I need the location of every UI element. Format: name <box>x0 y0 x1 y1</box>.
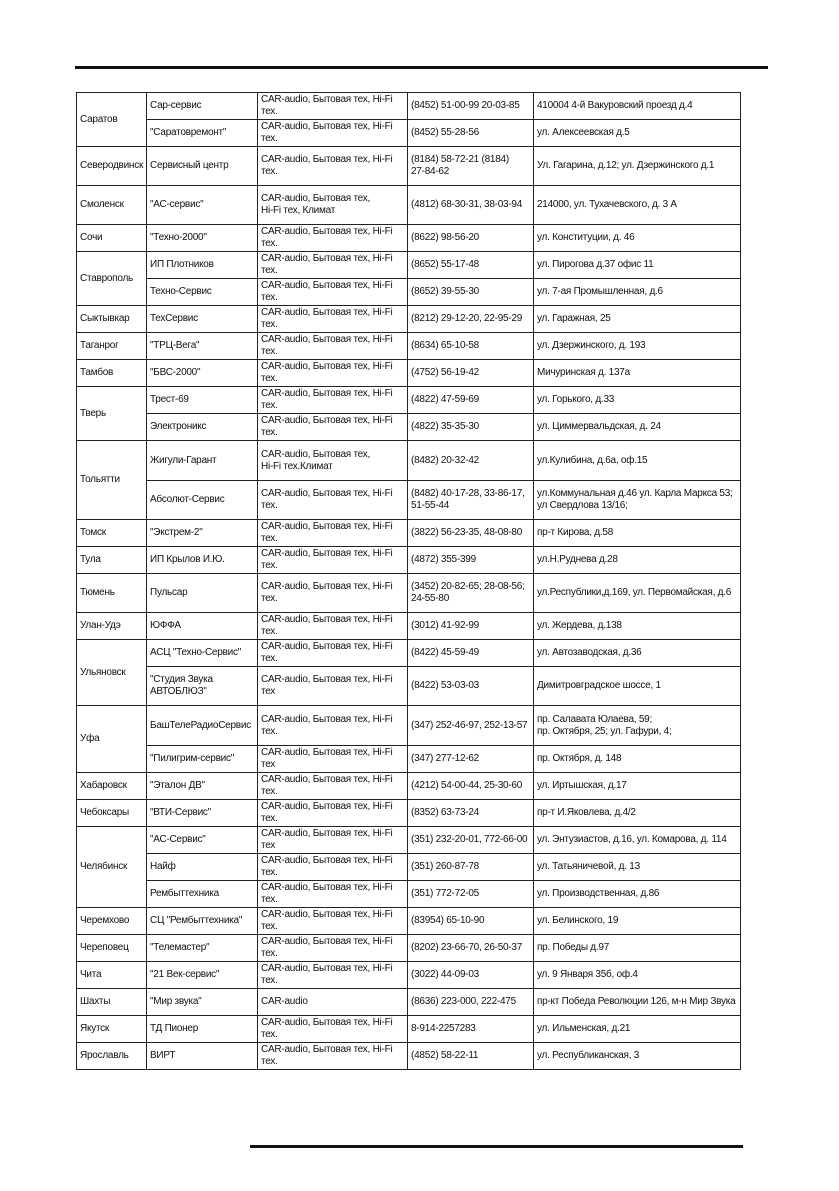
service-centers-body <box>77 93 741 1070</box>
service-name-cell: Пульсар <box>147 574 258 613</box>
table-row <box>77 574 741 613</box>
category-cell: CAR-audio, Бытовая тех, Hi-Fi тех. <box>258 225 408 252</box>
phone-cell: (4822) 35-35-30 <box>408 414 534 441</box>
phone-cell: (351) 772-72-05 <box>408 881 534 908</box>
city-cell: Смоленск <box>77 186 147 225</box>
table-row <box>77 881 741 908</box>
phone-cell: (8652) 55-17-48 <box>408 252 534 279</box>
service-name-cell: ИП Плотников <box>147 252 258 279</box>
phone-cell: (4822) 47-59-69 <box>408 387 534 414</box>
service-name-cell: "Эталон ДВ" <box>147 773 258 800</box>
service-name-cell: "ТРЦ-Вега" <box>147 333 258 360</box>
service-name-cell: "Техно-2000" <box>147 225 258 252</box>
category-cell: CAR-audio, Бытовая тех, Hi-Fi тех <box>258 746 408 773</box>
category-cell: CAR-audio, Бытовая тех, Hi-Fi тех. <box>258 800 408 827</box>
service-name-cell: "Студия Звука АВТОБЛЮЗ" <box>147 667 258 706</box>
phone-cell: (8452) 55-28-56 <box>408 120 534 147</box>
address-cell: ул. Алексеевская д.5 <box>534 120 741 147</box>
city-cell: Тула <box>77 547 147 574</box>
phone-cell: (3822) 56-23-35, 48-08-80 <box>408 520 534 547</box>
phone-cell: (8212) 29-12-20, 22-95-29 <box>408 306 534 333</box>
service-name-cell: ИП Крылов И.Ю. <box>147 547 258 574</box>
city-cell: Черемхово <box>77 908 147 935</box>
table-row <box>77 854 741 881</box>
category-cell: CAR-audio, Бытовая тех, Hi-Fi тех. <box>258 93 408 120</box>
city-cell: Тамбов <box>77 360 147 387</box>
category-cell: CAR-audio, Бытовая тех, Hi-Fi тех. <box>258 613 408 640</box>
category-cell: CAR-audio, Бытовая тех, Hi-Fi тех. <box>258 414 408 441</box>
address-cell: Мичуринская д. 137а <box>534 360 741 387</box>
table-row <box>77 640 741 667</box>
table-row <box>77 120 741 147</box>
phone-cell: (8184) 58-72-21 (8184) 27-84-62 <box>408 147 534 186</box>
address-cell: ул.Республики,д.169, ул. Первомайская, д.6 <box>534 574 741 613</box>
address-cell: ул. 7-ая Промышленная, д.6 <box>534 279 741 306</box>
category-cell: CAR-audio, Бытовая тех, Hi-Fi тех. <box>258 935 408 962</box>
service-name-cell: Сар-сервис <box>147 93 258 120</box>
service-name-cell: Жигули-Гарант <box>147 441 258 481</box>
city-cell: Хабаровск <box>77 773 147 800</box>
category-cell: CAR-audio, Бытовая тех, Hi-Fi тех. <box>258 706 408 746</box>
table-row <box>77 387 741 414</box>
table-row <box>77 773 741 800</box>
address-cell: ул. Белинского, 19 <box>534 908 741 935</box>
table-row <box>77 908 741 935</box>
address-cell: 410004 4-й Вакуровский проезд д.4 <box>534 93 741 120</box>
city-cell: Саратов <box>77 93 147 147</box>
phone-cell: (83954) 65-10-90 <box>408 908 534 935</box>
address-cell: ул. Пирогова д.37 офис 11 <box>534 252 741 279</box>
phone-cell: (3022) 44-09-03 <box>408 962 534 989</box>
category-cell: CAR-audio, Бытовая тех, Hi-Fi тех. <box>258 120 408 147</box>
table-row <box>77 414 741 441</box>
city-cell: Северодвинск <box>77 147 147 186</box>
header-rule <box>75 66 768 69</box>
category-cell: CAR-audio, Бытовая тех, Hi-Fi тех. <box>258 360 408 387</box>
phone-cell: (347) 277-12-62 <box>408 746 534 773</box>
city-cell: Ульяновск <box>77 640 147 706</box>
service-name-cell: "Экстрем-2" <box>147 520 258 547</box>
table-row <box>77 520 741 547</box>
service-name-cell: ТД Пионер <box>147 1016 258 1043</box>
table-row <box>77 827 741 854</box>
category-cell: CAR-audio, Бытовая тех, Hi-Fi тех. <box>258 520 408 547</box>
table-row <box>77 147 741 186</box>
city-cell: Ставрополь <box>77 252 147 306</box>
table-row <box>77 800 741 827</box>
city-cell: Таганрог <box>77 333 147 360</box>
category-cell: CAR-audio, Бытовая тех, Hi-Fi тех.Климат <box>258 441 408 481</box>
category-cell: CAR-audio, Бытовая тех, Hi-Fi тех. <box>258 252 408 279</box>
category-cell: CAR-audio, Бытовая тех, Hi-Fi тех. <box>258 1016 408 1043</box>
table-row <box>77 667 741 706</box>
category-cell: CAR-audio, Бытовая тех, Hi-Fi тех. <box>258 854 408 881</box>
address-cell: ул. Жердева, д.138 <box>534 613 741 640</box>
address-cell: пр. Салавата Юлаева, 59; пр. Октября, 25; ул. Гафури, 4; <box>534 706 741 746</box>
address-cell: ул. Автозаводская, д.36 <box>534 640 741 667</box>
address-cell: ул. Дзержинского, д. 193 <box>534 333 741 360</box>
city-cell: Шахты <box>77 989 147 1016</box>
table-row <box>77 481 741 520</box>
phone-cell: (347) 252-46-97, 252-13-57 <box>408 706 534 746</box>
phone-cell: (351) 232-20-01, 772-66-00 <box>408 827 534 854</box>
address-cell: пр-т И.Яковлева, д.4/2 <box>534 800 741 827</box>
table-row <box>77 333 741 360</box>
category-cell: CAR-audio, Бытовая тех, Hi-Fi тех. <box>258 773 408 800</box>
category-cell: CAR-audio, Бытовая тех, Hi-Fi тех. <box>258 306 408 333</box>
city-cell: Чебоксары <box>77 800 147 827</box>
address-cell: пр. Победы д.97 <box>534 935 741 962</box>
phone-cell: (8634) 65-10-58 <box>408 333 534 360</box>
table-row <box>77 225 741 252</box>
phone-cell: (4212) 54-00-44, 25-30-60 <box>408 773 534 800</box>
service-name-cell: "АС-Сервис" <box>147 827 258 854</box>
address-cell: Димитровградское шоссе, 1 <box>534 667 741 706</box>
city-cell: Тверь <box>77 387 147 441</box>
address-cell: ул. Циммервальдская, д. 24 <box>534 414 741 441</box>
address-cell: пр-т Кирова, д.58 <box>534 520 741 547</box>
category-cell: CAR-audio, Бытовая тех, Hi-Fi тех. <box>258 333 408 360</box>
address-cell: ул. Ильменская, д.21 <box>534 1016 741 1043</box>
service-name-cell: Сервисный центр <box>147 147 258 186</box>
city-cell: Тюмень <box>77 574 147 613</box>
table-row <box>77 935 741 962</box>
address-cell: ул. 9 Января 35б, оф.4 <box>534 962 741 989</box>
phone-cell: (8652) 39-55-30 <box>408 279 534 306</box>
address-cell: Ул. Гагарина, д.12; ул. Дзержинского д.1 <box>534 147 741 186</box>
phone-cell: (8482) 20-32-42 <box>408 441 534 481</box>
phone-cell: (8422) 45-59-49 <box>408 640 534 667</box>
service-name-cell: "ВТИ-Сервис" <box>147 800 258 827</box>
table-row <box>77 706 741 746</box>
table-row <box>77 962 741 989</box>
city-cell: Чита <box>77 962 147 989</box>
service-name-cell: "Мир звука" <box>147 989 258 1016</box>
address-cell: ул. Гаражная, 25 <box>534 306 741 333</box>
category-cell: CAR-audio, Бытовая тех, Hi-Fi тех. <box>258 481 408 520</box>
service-name-cell: Трест-69 <box>147 387 258 414</box>
footer-rule <box>250 1145 743 1148</box>
phone-cell: 8-914-2257283 <box>408 1016 534 1043</box>
service-name-cell: Найф <box>147 854 258 881</box>
city-cell: Томск <box>77 520 147 547</box>
category-cell: CAR-audio, Бытовая тех, Hi-Fi тех <box>258 827 408 854</box>
address-cell: ул. Конституции, д. 46 <box>534 225 741 252</box>
category-cell: CAR-audio, Бытовая тех, Hi-Fi тех <box>258 667 408 706</box>
category-cell: CAR-audio, Бытовая тех, Hi-Fi тех. <box>258 640 408 667</box>
address-cell: 214000, ул. Тухачевского, д. 3 А <box>534 186 741 225</box>
category-cell: CAR-audio, Бытовая тех, Hi-Fi тех, Климат <box>258 186 408 225</box>
city-cell: Сочи <box>77 225 147 252</box>
city-cell: Якутск <box>77 1016 147 1043</box>
category-cell: CAR-audio, Бытовая тех, Hi-Fi тех. <box>258 574 408 613</box>
service-name-cell: АСЦ "Техно-Сервис" <box>147 640 258 667</box>
phone-cell: (351) 260-87-78 <box>408 854 534 881</box>
category-cell: CAR-audio, Бытовая тех, Hi-Fi тех. <box>258 1043 408 1070</box>
table-row <box>77 279 741 306</box>
category-cell: CAR-audio, Бытовая тех, Hi-Fi тех. <box>258 908 408 935</box>
service-name-cell: "Саратовремонт" <box>147 120 258 147</box>
address-cell: ул. Татьяничевой, д. 13 <box>534 854 741 881</box>
phone-cell: (3012) 41-92-99 <box>408 613 534 640</box>
table-row <box>77 989 741 1016</box>
city-cell: Улан-Удэ <box>77 613 147 640</box>
service-name-cell: Абсолют-Сервис <box>147 481 258 520</box>
table-row <box>77 547 741 574</box>
phone-cell: (4872) 355-399 <box>408 547 534 574</box>
city-cell: Ярославль <box>77 1043 147 1070</box>
phone-cell: (8202) 23-66-70, 26-50-37 <box>408 935 534 962</box>
service-name-cell: "БВС-2000" <box>147 360 258 387</box>
phone-cell: (8352) 63-73-24 <box>408 800 534 827</box>
service-name-cell: "Телемастер" <box>147 935 258 962</box>
city-cell: Сыктывкар <box>77 306 147 333</box>
category-cell: CAR-audio, Бытовая тех, Hi-Fi тех. <box>258 279 408 306</box>
table-row <box>77 1043 741 1070</box>
table-row <box>77 360 741 387</box>
service-name-cell: СЦ "Рембыттехника" <box>147 908 258 935</box>
phone-cell: (8636) 223-000, 222-475 <box>408 989 534 1016</box>
city-cell: Челябинск <box>77 827 147 908</box>
phone-cell: (8482) 40-17-28, 33-86-17, 51-55-44 <box>408 481 534 520</box>
service-name-cell: ЮФФА <box>147 613 258 640</box>
city-cell: Череповец <box>77 935 147 962</box>
table-row <box>77 441 741 481</box>
address-cell: ул.Кулибина, д.6а, оф.15 <box>534 441 741 481</box>
service-name-cell: "21 Век-сервис" <box>147 962 258 989</box>
address-cell: ул.Коммунальная д.46 ул. Карла Маркса 53; ул Свердлова 13/16; <box>534 481 741 520</box>
category-cell: CAR-audio, Бытовая тех, Hi-Fi тех. <box>258 147 408 186</box>
service-name-cell: ВИРТ <box>147 1043 258 1070</box>
address-cell: ул.Н.Руднева д.28 <box>534 547 741 574</box>
address-cell: пр. Октября, д. 148 <box>534 746 741 773</box>
table-row <box>77 746 741 773</box>
address-cell: ул. Энтузиастов, д.16, ул. Комарова, д. 114 <box>534 827 741 854</box>
address-cell: ул. Иртышская, д.17 <box>534 773 741 800</box>
table-row <box>77 186 741 225</box>
category-cell: CAR-audio, Бытовая тех, Hi-Fi тех. <box>258 387 408 414</box>
service-name-cell: Техно-Сервис <box>147 279 258 306</box>
address-cell: ул. Республиканская, 3 <box>534 1043 741 1070</box>
address-cell: ул. Производственная, д.86 <box>534 881 741 908</box>
table-row <box>77 1016 741 1043</box>
service-name-cell: БашТелеРадиоСервис <box>147 706 258 746</box>
service-name-cell: ТехСервис <box>147 306 258 333</box>
phone-cell: (3452) 20-82-65; 28-08-56; 24-55-80 <box>408 574 534 613</box>
service-name-cell: Электроникс <box>147 414 258 441</box>
phone-cell: (8422) 53-03-03 <box>408 667 534 706</box>
phone-cell: (8622) 98-56-20 <box>408 225 534 252</box>
table-row <box>77 613 741 640</box>
table-row <box>77 306 741 333</box>
category-cell: CAR-audio, Бытовая тех, Hi-Fi тех. <box>258 881 408 908</box>
address-cell: пр-кт Победа Революции 126, м-н Мир Звука <box>534 989 741 1016</box>
service-name-cell: "Пилигрим-сервис" <box>147 746 258 773</box>
category-cell: CAR-audio, Бытовая тех, Hi-Fi тех. <box>258 547 408 574</box>
category-cell: CAR-audio, Бытовая тех, Hi-Fi тех. <box>258 962 408 989</box>
address-cell: ул. Горького, д.33 <box>534 387 741 414</box>
phone-cell: (4852) 58-22-11 <box>408 1043 534 1070</box>
service-name-cell: Рембыттехника <box>147 881 258 908</box>
phone-cell: (8452) 51-00-99 20-03-85 <box>408 93 534 120</box>
category-cell: CAR-audio <box>258 989 408 1016</box>
table-row <box>77 93 741 120</box>
service-centers-table <box>76 92 741 1070</box>
phone-cell: (4752) 56-19-42 <box>408 360 534 387</box>
city-cell: Тольятти <box>77 441 147 520</box>
phone-cell: (4812) 68-30-31, 38-03-94 <box>408 186 534 225</box>
city-cell: Уфа <box>77 706 147 773</box>
table-row <box>77 252 741 279</box>
service-name-cell: "АС-сервис" <box>147 186 258 225</box>
